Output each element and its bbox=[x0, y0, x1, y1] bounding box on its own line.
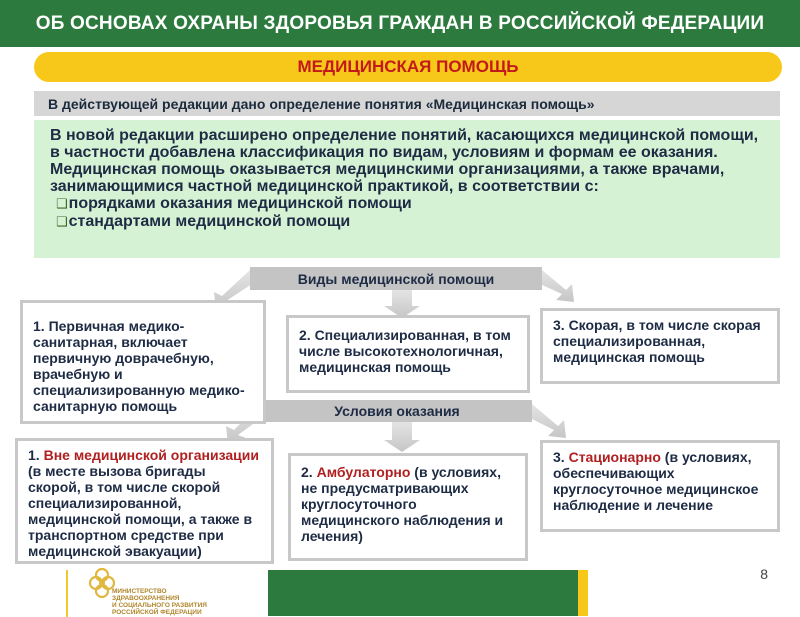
footer-divider bbox=[66, 570, 68, 617]
condition-number: 1. bbox=[28, 447, 40, 463]
conditions-banner: Условия оказания bbox=[262, 400, 532, 422]
condition-card-outside bbox=[15, 438, 274, 564]
type-card-specialized: 2. Специализированная, в том числе высокотехнологичная, медицинская помощь bbox=[286, 315, 530, 393]
arrow-to-emergency bbox=[540, 270, 574, 302]
types-banner: Виды медицинской помощи bbox=[250, 267, 542, 290]
condition-highlight: Амбулаторно bbox=[316, 464, 411, 480]
arrow-to-special bbox=[384, 290, 420, 318]
condition-details: (в условиях, не предусматривающих круглосуточного медицинского наблюдения и лечения) bbox=[301, 464, 504, 544]
ministry-logo-text: МИНИСТЕРСТВО ЗДРАВООХРАНЕНИЯ И СОЦИАЛЬНОГО РАЗВИТИЯ РОССИЙСКОЙ ФЕДЕРАЦИИ bbox=[112, 588, 207, 616]
condition-card-ambulatory bbox=[288, 453, 528, 561]
list-item: ❑стандартами медицинской помощи bbox=[56, 213, 351, 230]
footer-decor-accent bbox=[578, 570, 588, 616]
section-title: МЕДИЦИНСКАЯ ПОМОЩЬ bbox=[34, 52, 782, 82]
condition-highlight: Вне медицинской организации bbox=[43, 447, 259, 463]
arrow-to-inpatient bbox=[530, 404, 566, 438]
info-paragraph-1: В новой редакции расширено определение понятий, касающихся медицинской помощи, в частности добавлена классификация по видам, условиям и формам ее оказания. bbox=[50, 127, 759, 161]
checkbox-bullet-icon: ❑ bbox=[56, 215, 68, 230]
condition-number: 2. bbox=[301, 464, 313, 480]
checkbox-bullet-icon: ❑ bbox=[56, 197, 68, 212]
condition-highlight: Стационарно bbox=[568, 449, 661, 465]
condition-details: (в условиях, обеспечивающих круглосуточное медицинское наблюдение и лечение bbox=[553, 449, 759, 513]
type-card-emergency: 3. Скорая, в том числе скорая специализированная, медицинская помощь bbox=[540, 308, 780, 384]
page-number: 8 bbox=[760, 566, 768, 582]
type-card-primary: 1. Первичная медико-санитарная, включает первичную доврачебную, врачебную и специализированную медико-санитарную помощь bbox=[20, 300, 266, 424]
intro-text: В действующей редакции дано определение понятия «Медицинская помощь» bbox=[34, 91, 780, 116]
footer-decor bbox=[268, 570, 582, 616]
condition-number: 3. bbox=[553, 449, 565, 465]
info-paragraph-2: Медицинская помощь оказывается медицинскими организациями, а также врачами, занимающимися частной медицинской практикой, в соответствии с: bbox=[50, 161, 725, 195]
arrow-to-ambulatory bbox=[384, 422, 420, 452]
condition-details: (в месте вызова бригады скорой, в том числе скорой специализированной, медицинской помощи, а также в транспортном средстве при медицинской эвакуации) bbox=[28, 463, 253, 559]
list-item: ❑порядками оказания медицинской помощи bbox=[56, 195, 412, 212]
page-title: ОБ ОСНОВАХ ОХРАНЫ ЗДОРОВЬЯ ГРАЖДАН В РОССИЙСКОЙ ФЕДЕРАЦИИ bbox=[0, 0, 800, 47]
condition-card-inpatient bbox=[540, 440, 780, 532]
